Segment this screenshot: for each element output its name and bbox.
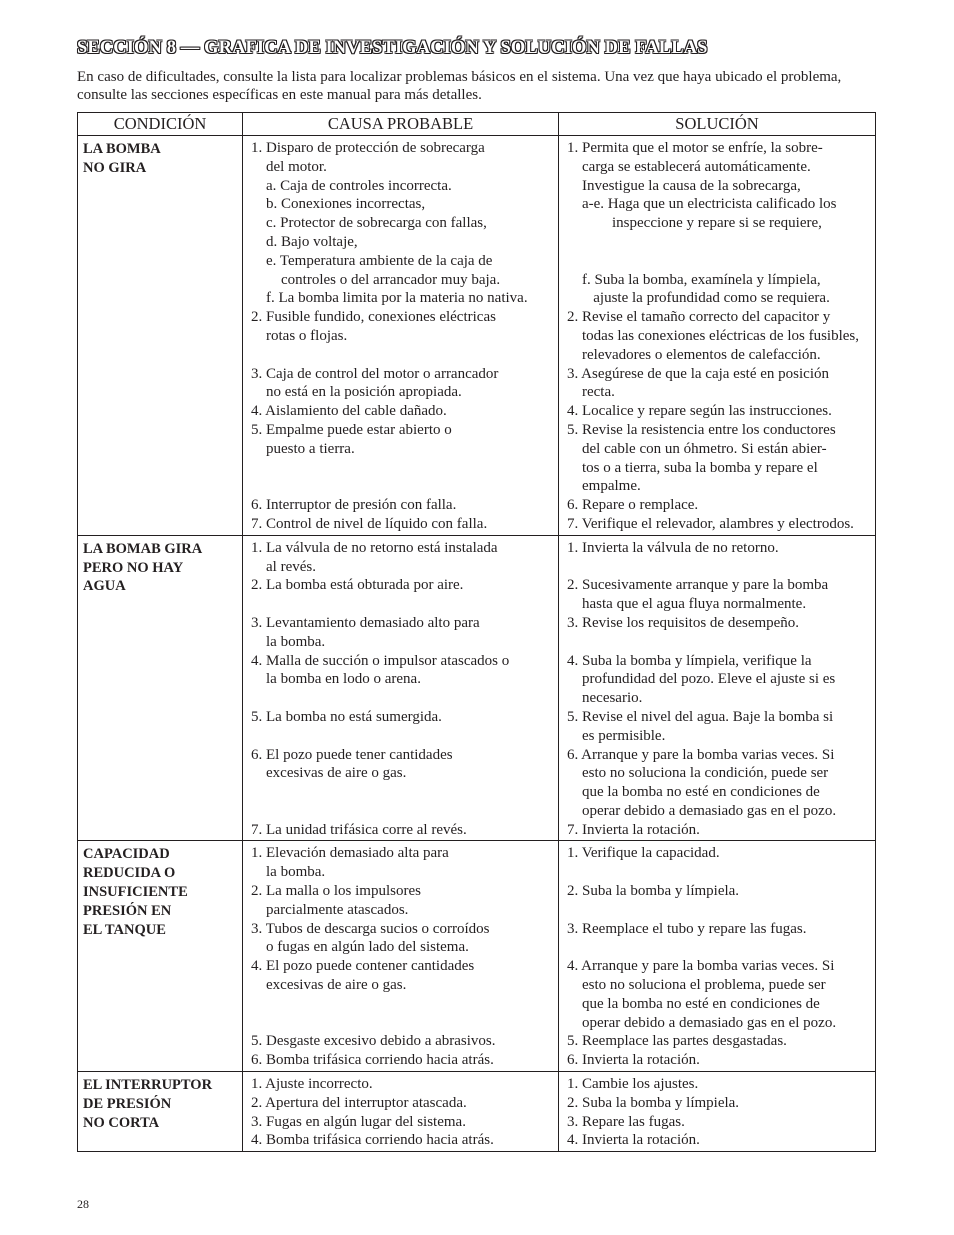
solution-line: relevadores o elementos de calefacción. bbox=[567, 346, 821, 363]
condition-cell: EL INTERRUPTOR DE PRESIÓN NO CORTA bbox=[78, 1072, 243, 1152]
solution-line: 2. Revise el tamaño correcto del capacitor y bbox=[567, 309, 831, 326]
cause-line: 1. Elevación demasiado alta para bbox=[251, 845, 449, 862]
solution-line: todas las conexiones eléctricas de los fusibles, bbox=[567, 327, 860, 344]
solution-line: es permisible. bbox=[567, 727, 666, 744]
cause-line bbox=[251, 995, 556, 1014]
cause-line: o fugas en algún lado del sistema. bbox=[251, 939, 469, 956]
cause-cell bbox=[243, 1072, 559, 1152]
solution-line bbox=[567, 233, 873, 252]
header-solution: SOLUCIÓN bbox=[559, 113, 876, 136]
cause-line: puesto a tierra. bbox=[251, 440, 355, 457]
condition-cell: LA BOMAB GIRA PERO NO HAY AGUA bbox=[78, 535, 243, 841]
solution-line: 3. Revise los requisitos de desempeño. bbox=[567, 614, 800, 631]
solution-line: del cable con un óhmetro. Si están abier- bbox=[567, 440, 827, 457]
cause-line: rotas o flojas. bbox=[251, 327, 348, 344]
solution-line: 2. Sucesivamente arranque y pare la bomba bbox=[567, 577, 829, 594]
solution-line: profundidad del pozo. Eleve el ajuste si es bbox=[567, 671, 836, 688]
cause-line: 5. Empalme puede estar abierto o bbox=[251, 421, 452, 438]
cause-line bbox=[251, 1014, 556, 1033]
cause-line: 1. Disparo de protección de sobrecarga bbox=[251, 140, 485, 156]
solution-cell bbox=[559, 136, 876, 536]
solution-line: 1. Verifique la capacidad. bbox=[567, 845, 720, 862]
cause-line: 2. La malla o los impulsores bbox=[251, 883, 421, 900]
solution-line: recta. bbox=[567, 384, 615, 401]
cause-line: parcialmente atascados. bbox=[251, 901, 409, 918]
cause-line: e. Temperatura ambiente de la caja de bbox=[251, 252, 493, 269]
solution-line: 4. Localice y repare según las instrucciones. bbox=[567, 403, 832, 420]
solution-line: esto no soluciona el problema, puede ser bbox=[567, 977, 826, 994]
cause-cell bbox=[243, 841, 559, 1072]
solution-line: ajuste la profundidad como se requiera. bbox=[567, 290, 830, 307]
solution-line: necesario. bbox=[567, 690, 643, 707]
cause-line: no está en la posición apropiada. bbox=[251, 384, 462, 401]
cause-line bbox=[251, 459, 556, 478]
cause-line: 3. Fugas en algún lugar del sistema. bbox=[251, 1113, 466, 1130]
cause-line: c. Protector de sobrecarga con fallas, bbox=[251, 215, 487, 232]
solution-line: 4. Suba la bomba y límpiela, verifique la bbox=[567, 652, 812, 669]
cause-line: 7. Control de nivel de líquido con falla. bbox=[251, 515, 488, 532]
cause-line: 2. Apertura del interruptor atascada. bbox=[251, 1094, 467, 1111]
cause-line: 6. Bomba trifásica corriendo hacia atrás. bbox=[251, 1052, 494, 1069]
cause-line: b. Conexiones incorrectas, bbox=[251, 196, 426, 213]
cause-line bbox=[251, 689, 556, 708]
cause-line: 5. Desgaste excesivo debido a abrasivos. bbox=[251, 1033, 496, 1050]
solution-line: 5. Revise la resistencia entre los conductores bbox=[567, 421, 836, 438]
cause-line: d. Bajo voltaje, bbox=[251, 233, 358, 250]
solution-line: 1. Cambie los ajustes. bbox=[567, 1076, 699, 1093]
condition-cell: LA BOMBA NO GIRA bbox=[78, 136, 243, 536]
cause-line: 4. Aislamiento del cable dañado. bbox=[251, 403, 447, 420]
solution-line: 6. Invierta la rotación. bbox=[567, 1052, 700, 1069]
cause-line: la bomba. bbox=[251, 633, 326, 650]
table-row bbox=[78, 841, 876, 1072]
cause-line: 1. La válvula de no retorno está instalada bbox=[251, 539, 498, 556]
solution-line bbox=[567, 938, 873, 957]
solution-cell bbox=[559, 535, 876, 841]
cause-line bbox=[251, 727, 556, 746]
cause-line: 1. Ajuste incorrecto. bbox=[251, 1076, 373, 1093]
cause-line: 6. Interruptor de presión con falla. bbox=[251, 497, 457, 514]
solution-line: 2. Suba la bomba y límpiela. bbox=[567, 883, 740, 900]
cause-line: controles o del arrancador muy baja. bbox=[251, 271, 501, 288]
solution-line bbox=[567, 863, 873, 882]
solution-line: 3. Asegúrese de que la caja esté en posición bbox=[567, 365, 829, 382]
solution-line: 1. Invierta la válvula de no retorno. bbox=[567, 539, 779, 556]
section-title: SECCIÓN 8 — GRAFICA DE INVESTIGACIÓN Y SOLUCIÓN DE FALLAS bbox=[77, 38, 708, 58]
solution-line bbox=[567, 252, 873, 271]
solution-cell bbox=[559, 841, 876, 1072]
solution-line: operar debido a demasiado gas en el pozo. bbox=[567, 802, 837, 819]
intro-paragraph: En caso de dificultades, consulte la lista para localizar problemas básicos en el sistema. Una vez que haya ubicado el problema, consulte las secciones específicas en este manual para más detalles. bbox=[77, 69, 842, 103]
solution-cell bbox=[559, 1072, 876, 1152]
cause-line: 2. Fusible fundido, conexiones eléctricas bbox=[251, 309, 496, 326]
solution-line bbox=[567, 558, 873, 577]
cause-line: 4. El pozo puede contener cantidades bbox=[251, 958, 475, 975]
cause-line: excesivas de aire o gas. bbox=[251, 977, 407, 994]
cause-line: 5. La bomba no está sumergida. bbox=[251, 708, 442, 725]
solution-line: 7. Verifique el relevador, alambres y electrodos. bbox=[567, 515, 854, 532]
solution-line: Investigue la causa de la sobrecarga, bbox=[567, 177, 801, 194]
solution-line: 4. Invierta la rotación. bbox=[567, 1132, 700, 1149]
table-row bbox=[78, 1072, 876, 1152]
solution-line: que la bomba no esté en condiciones de bbox=[567, 995, 820, 1012]
solution-line: hasta que el agua fluya normalmente. bbox=[567, 596, 807, 613]
solution-line: 1. Permita que el motor se enfríe, la sobre- bbox=[567, 140, 823, 156]
cause-line: 3. Caja de control del motor o arrancador bbox=[251, 365, 499, 382]
cause-line: 3. Levantamiento demasiado alto para bbox=[251, 614, 480, 631]
cause-line bbox=[251, 783, 556, 802]
cause-line: del motor. bbox=[251, 158, 327, 175]
solution-line: 6. Repare o remplace. bbox=[567, 497, 699, 514]
header-condition: CONDICIÓN bbox=[78, 113, 243, 136]
solution-line: empalme. bbox=[567, 478, 641, 495]
cause-line: f. La bomba limita por la materia no nativa. bbox=[251, 290, 528, 307]
solution-line: a-e. Haga que un electricista calificado los bbox=[567, 196, 837, 213]
cause-line bbox=[251, 477, 556, 496]
cause-line: al revés. bbox=[251, 558, 316, 575]
table-header-row bbox=[78, 113, 876, 136]
solution-line: 4. Arranque y pare la bomba varias veces. Si bbox=[567, 958, 835, 975]
cause-line: a. Caja de controles incorrecta. bbox=[251, 177, 452, 194]
solution-line: que la bomba no esté en condiciones de bbox=[567, 784, 820, 801]
cause-line: 6. El pozo puede tener cantidades bbox=[251, 746, 453, 763]
cause-line: excesivas de aire o gas. bbox=[251, 765, 407, 782]
table-row bbox=[78, 535, 876, 841]
cause-line: 2. La bomba está obturada por aire. bbox=[251, 577, 464, 594]
cause-line bbox=[251, 595, 556, 614]
solution-line: inspeccione y repare si se requiere, bbox=[567, 215, 822, 232]
page-number: 28 bbox=[77, 1197, 89, 1211]
solution-line: esto no soluciona la condición, puede ser bbox=[567, 765, 829, 782]
solution-line: 6. Arranque y pare la bomba varias veces. Si bbox=[567, 746, 835, 763]
solution-line bbox=[567, 901, 873, 920]
cause-line bbox=[251, 346, 556, 365]
table-row bbox=[78, 136, 876, 536]
solution-line: 5. Reemplace las partes desgastadas. bbox=[567, 1033, 787, 1050]
condition-cell: CAPACIDAD REDUCIDA O INSUFICIENTE PRESIÓN EN EL TANQUE bbox=[78, 841, 243, 1072]
cause-line bbox=[251, 802, 556, 821]
solution-line: 3. Repare las fugas. bbox=[567, 1113, 685, 1130]
solution-line: 7. Invierta la rotación. bbox=[567, 821, 700, 838]
cause-line: 4. Bomba trifásica corriendo hacia atrás. bbox=[251, 1132, 494, 1149]
cause-line: 3. Tubos de descarga sucios o corroídos bbox=[251, 920, 490, 937]
solution-line: 3. Reemplace el tubo y repare las fugas. bbox=[567, 920, 807, 937]
cause-line: la bomba. bbox=[251, 864, 326, 881]
cause-line: 4. Malla de succión o impulsor atascados o bbox=[251, 652, 510, 669]
solution-line: f. Suba la bomba, examínela y límpiela, bbox=[567, 271, 821, 288]
solution-line: carga se establecerá automáticamente. bbox=[567, 158, 811, 175]
solution-line: 2. Suba la bomba y límpiela. bbox=[567, 1094, 740, 1111]
solution-line: tos o a tierra, suba la bomba y repare el bbox=[567, 459, 818, 476]
header-probable-cause: CAUSA PROBABLE bbox=[243, 113, 559, 136]
solution-line: operar debido a demasiado gas en el pozo. bbox=[567, 1014, 837, 1031]
cause-cell bbox=[243, 535, 559, 841]
troubleshooting-table bbox=[77, 112, 876, 1152]
solution-line: 5. Revise el nivel del agua. Baje la bomba si bbox=[567, 708, 834, 725]
cause-cell bbox=[243, 136, 559, 536]
cause-line: 7. La unidad trifásica corre al revés. bbox=[251, 821, 467, 838]
solution-line bbox=[567, 633, 873, 652]
cause-line: la bomba en lodo o arena. bbox=[251, 671, 421, 688]
